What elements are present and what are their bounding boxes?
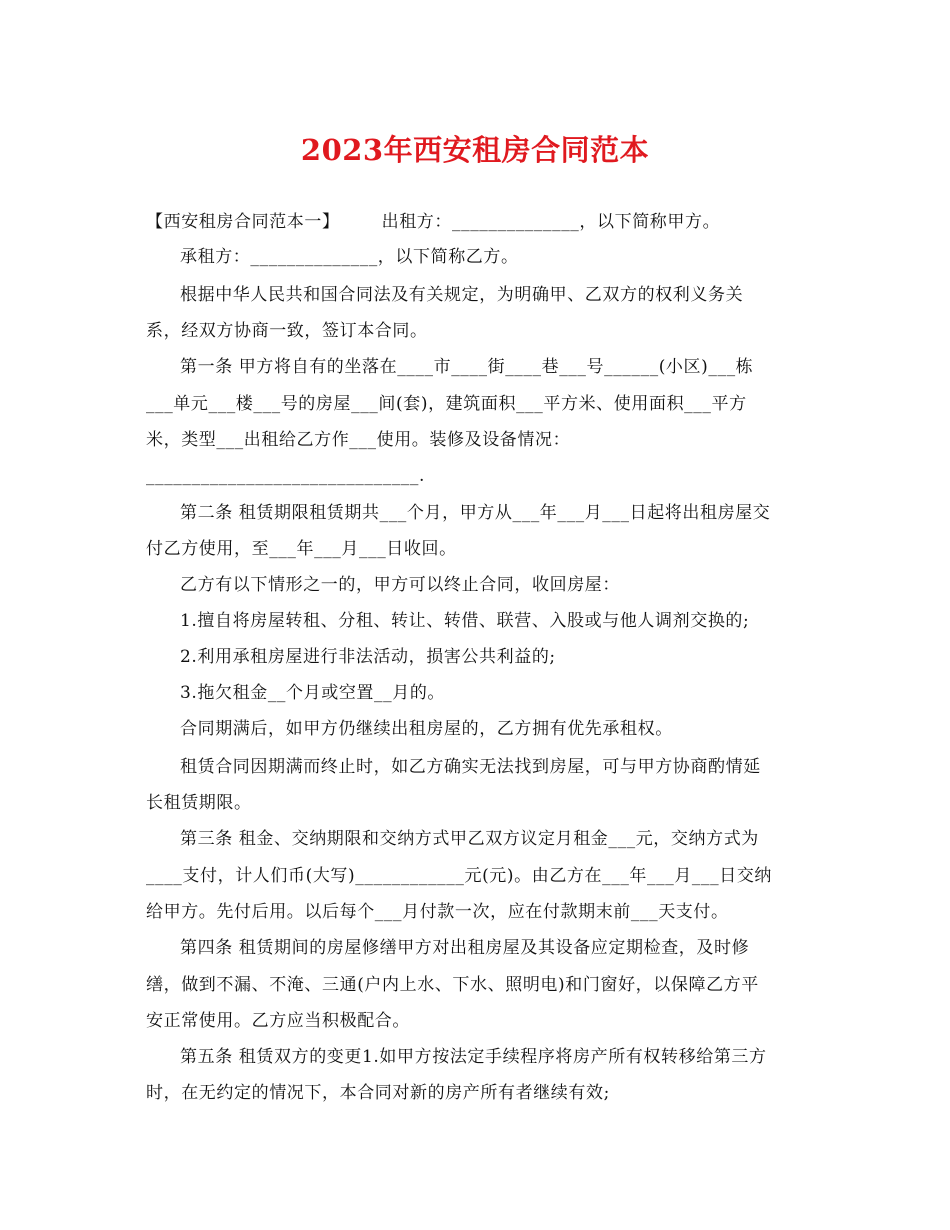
list-item: 3.拖欠租金__个月或空置__月的。 (180, 683, 446, 703)
article-3-line: 第三条 租金、交纳期限和交纳方式甲乙双方议定月租金___元，交纳方式为 (180, 829, 759, 849)
paragraph-line: 系，经双方协商一致，签订本合同。 (146, 321, 428, 341)
article-3-line: 给甲方。先付后用。以后每个___月付款一次，应在付款期末前___天支付。 (146, 902, 729, 922)
header-line (146, 210, 720, 234)
paragraph-line: 长租赁期限。 (146, 793, 252, 813)
article-1-line: 第一条 甲方将自有的坐落在____市____街____巷___号______(小区)___栋 (180, 357, 754, 377)
article-1-line: ___单元___楼___号的房屋___间(套)，建筑面积___平方米、使用面积___平方 (146, 394, 747, 414)
lessee-line: 承租方：______________，以下简称乙方。 (180, 247, 519, 267)
article-5-line: 第五条 租赁双方的变更1.如甲方按法定手续程序将房产所有权转移给第三方 (180, 1047, 767, 1067)
paragraph-line: 根据中华人民共和国合同法及有关规定，为明确甲、乙双方的权利义务关 (180, 285, 744, 305)
article-2-line: 第二条 租赁期限租赁期共___个月，甲方从___年___月___日起将出租房屋交 (180, 503, 771, 523)
list-item: 1.擅自将房屋转租、分租、转让、转借、联营、入股或与他人调剂交换的; (180, 611, 750, 631)
document-title: 2023年西安租房合同范本 (300, 133, 650, 167)
paragraph-line: 乙方有以下情形之一的，甲方可以终止合同，收回房屋： (180, 575, 620, 595)
list-item: 2.利用承租房屋进行非法活动，损害公共利益的; (180, 647, 556, 667)
article-1-blank-line: ______________________________. (146, 466, 426, 486)
lessor-line: 出租方：______________，以下简称甲方。 (381, 212, 721, 232)
article-5-line: 时，在无约定的情况下，本合同对新的房产所有者继续有效; (146, 1083, 610, 1103)
article-2-line: 付乙方使用，至___年___月___日收回。 (146, 539, 457, 559)
paragraph-line: 租赁合同因期满而终止时，如乙方确实无法找到房屋，可与甲方协商酌情延 (180, 757, 761, 777)
article-4-line: 第四条 租赁期间的房屋修缮甲方对出租房屋及其设备应定期检查，及时修 (180, 938, 750, 958)
article-4-line: 缮，做到不漏、不淹、三通(户内上水、下水、照明电)和门窗好，以保障乙方平 (146, 975, 759, 995)
section-label: 【西安租房合同范本一】 (146, 212, 340, 232)
article-3-line: ____支付，计人们币(大写)____________元(元)。由乙方在___年___月___日交纳 (146, 866, 773, 886)
article-1-line: 米，类型___出租给乙方作___使用。装修及设备情况： (146, 430, 571, 450)
paragraph-line: 合同期满后，如甲方仍继续出租房屋的，乙方拥有优先承租权。 (180, 719, 673, 739)
article-4-line: 安正常使用。乙方应当积极配合。 (146, 1011, 410, 1031)
